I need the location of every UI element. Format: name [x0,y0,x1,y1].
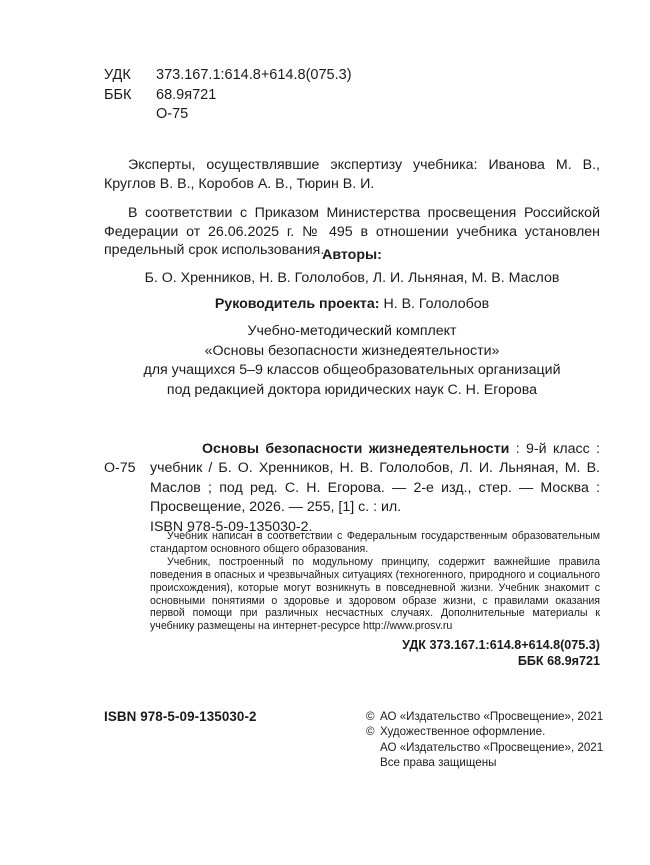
copyright-block [366,709,606,770]
project-lead-label: Руководитель проекта: [214,296,380,312]
umk-line-4: под редакцией доктора юридических наук С. Н. Егорова [166,381,538,398]
shelfmark-value: О-75 [156,106,189,122]
experts-paragraph: Эксперты, осуществлявшие экспертизу учебника: Иванова М. В., Круглов В. В., Коробов А. В., Тюрин В. И. [104,157,600,192]
udk-value: 373.167.1:614.8+614.8(075.3) [156,67,352,83]
copyright-line-3-text: АО «Издательство «Просвещение», 2021 [380,740,604,754]
umk-line-3: для учащихся 5–9 классов общеобразовательных организаций [143,362,561,378]
project-lead [104,294,600,315]
copyright-line-1 [366,709,606,724]
umk-line-2: «Основы безопасности жизнедеятельности» [204,342,500,359]
authors-heading: Авторы: [322,247,382,263]
annotation-block [150,530,600,633]
bib-description [104,440,600,518]
authors-names: Б. О. Хренников, Н. В. Гололобов, Л. И. Льняная, М. В. Маслов [144,270,560,286]
copyright-line-2-text: Художественное оформление. [380,725,546,739]
footer-isbn: ISBN 978-5-09-135030-2 [104,709,257,724]
bib-shelfmark: О-75 [104,460,136,477]
bbk-row [104,86,352,106]
bibliographic-record [104,440,600,537]
annotation-paragraph-1: Учебник написан в соответствии с Федеральным государственным образовательным стандартом основного общего образования. [150,530,600,555]
classification-codes [104,66,352,125]
udk-row [104,66,352,86]
bbk-repeat: ББК 68.9я721 [517,653,600,668]
copyright-line-1-text: АО «Издательство «Просвещение», 2021 [380,710,604,723]
bib-title: Основы безопасности жизнедеятельности [202,441,510,457]
copyright-line-4-text: Все права защищены [380,755,497,769]
copyright-line-3 [366,740,606,755]
bbk-value: 68.9я721 [156,86,217,103]
bib-isbn: ISBN 978-5-09-135030-2. [150,518,313,535]
bbk-label: ББК [104,86,132,103]
copyright-line-4 [366,755,606,770]
bib-statement: : 9-й класс : учебник / Б. О. Хренников, Н. В. Гололобов, Л. И. Льняная, М. В. Маслов ; под ред. С. Н. Егорова. — 2-е изд., стер. — Москва : Просвещение, 2026. — 255, [1] с. : ил. [150,441,600,516]
shelfmark-row [104,105,352,125]
copyright-icon: © [366,710,375,723]
udk-label: УДК [104,67,131,83]
udk-repeat: УДК 373.167.1:614.8+614.8(075.3) [402,638,600,652]
ministry-order-paragraph: В соответствии с Приказом Министерства просвещения Российской Федерации от 26.06.2025 г. № 495 в отношении учебника установлен предельный срок использования. [104,205,600,259]
copyright-line-2 [366,724,606,739]
project-lead-name: Н. В. Гололобов [383,296,490,312]
authors-block [104,245,600,315]
copyright-icon-2: © [366,725,375,739]
umk-line-1: Учебно-методический комплект [247,323,457,339]
umk-block [104,322,600,400]
annotation-paragraph-2: Учебник, построенный по модульному принципу, содержит важнейшие правила поведения в опасных и чрезвычайных ситуациях (техногенного, природного и социального происхождения), которые могут возникнуть в повседневной жизни. Учебник знакомит с основными понятиями о здоровье и здоровом образе жизни, с правилами оказания первой помощи при различных несчастных случаях. Дополнительные материалы к учебнику размещены на интернет-ресурсе http://www.prosv.ru [150,555,600,633]
classification-repeat [300,638,600,669]
